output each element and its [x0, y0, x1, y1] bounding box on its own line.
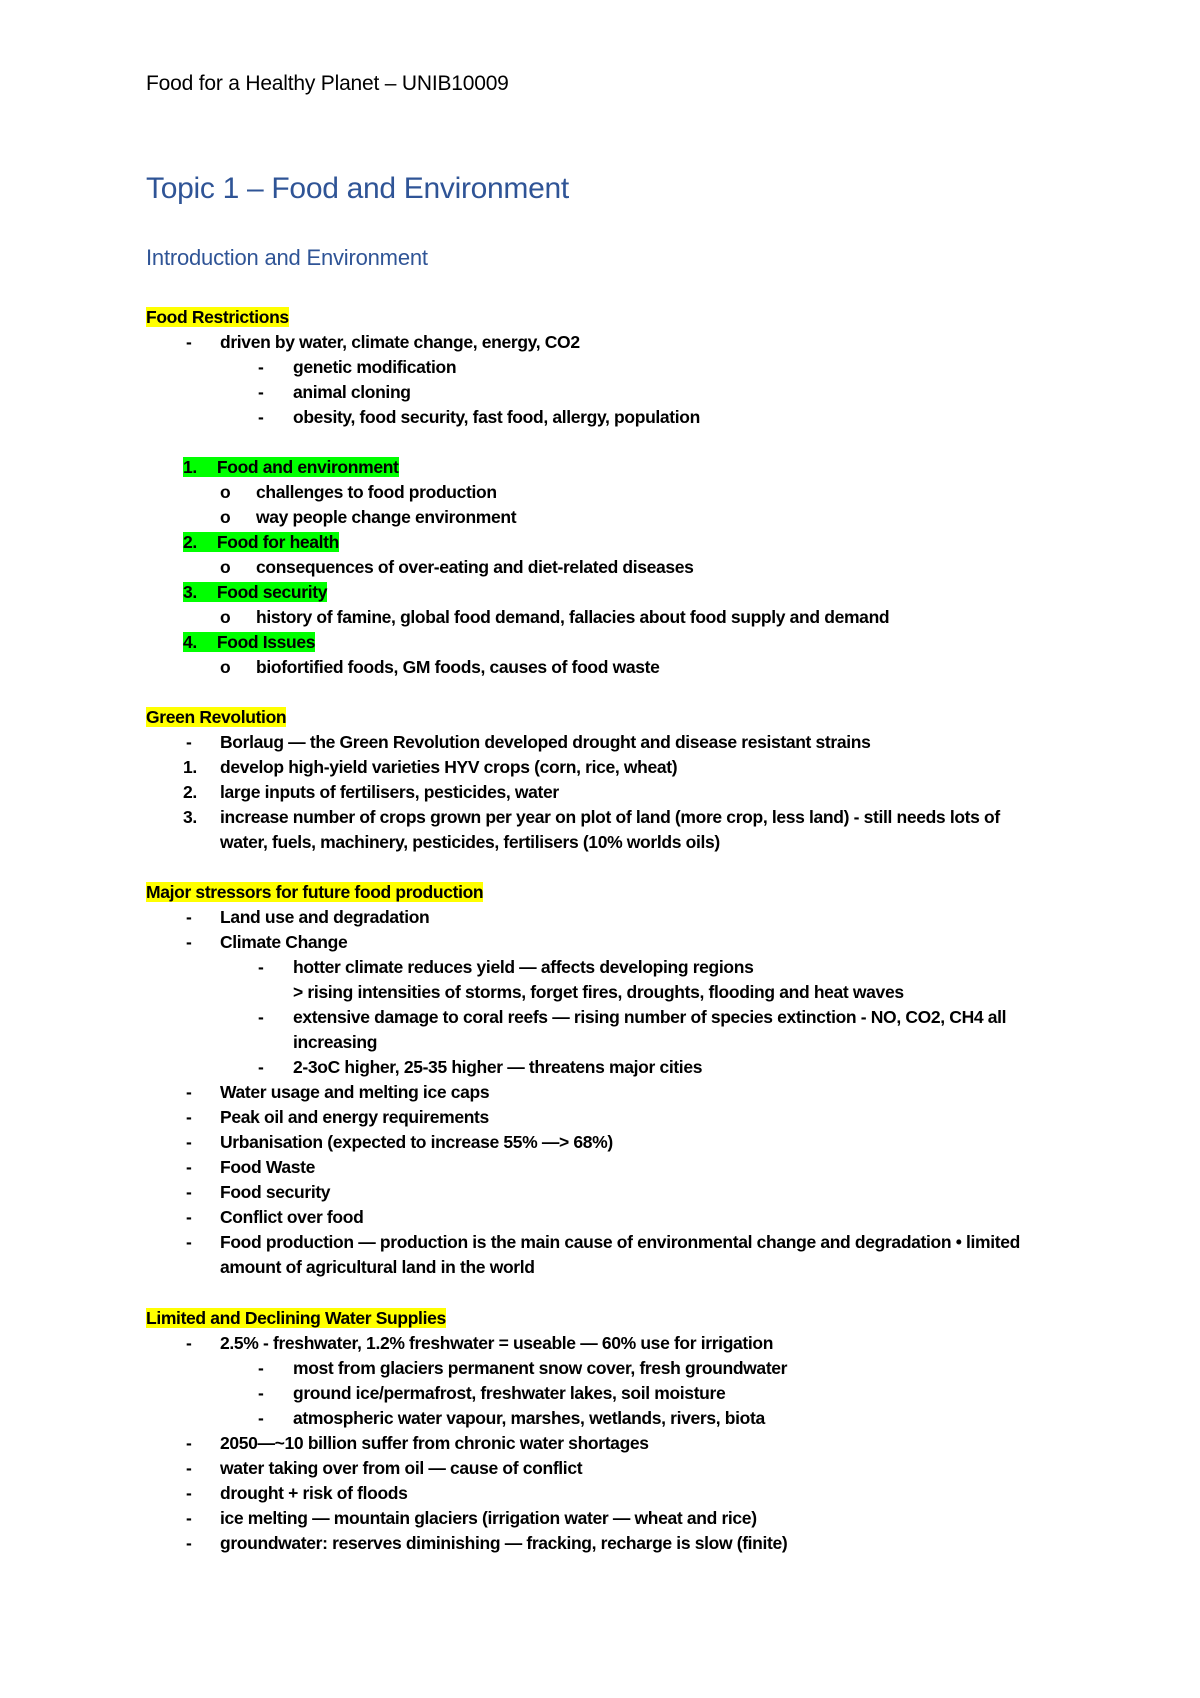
dash-marker: - — [186, 332, 192, 352]
dash-marker: - — [258, 957, 264, 977]
dash-marker: - — [186, 1508, 192, 1528]
list-item: challenges to food production — [256, 482, 497, 502]
list-item: Climate Change — [220, 932, 348, 952]
list-item: large inputs of fertilisers, pesticides, water — [220, 782, 559, 802]
dash-marker: - — [186, 1082, 192, 1102]
list-item: drought + risk of floods — [220, 1483, 408, 1503]
dash-marker: - — [186, 1458, 192, 1478]
list-item: extensive damage to coral reefs — rising number of species extinction - NO, CO2, CH4 all — [293, 1007, 1007, 1027]
circle-marker: o — [220, 482, 231, 502]
dash-marker: - — [258, 357, 264, 377]
topic-title: Topic 1 – Food and Environment — [146, 172, 569, 205]
list-item: animal cloning — [293, 382, 411, 402]
circle-marker: o — [220, 607, 231, 627]
list-item: history of famine, global food demand, fallacies about food supply and demand — [256, 607, 890, 627]
stressors-heading: Major stressors for future food production — [146, 882, 484, 902]
list-item: Food production — production is the main cause of environmental change and degradation • limited — [220, 1232, 1020, 1252]
list-item: ice melting — mountain glaciers (irrigation water — wheat and rice) — [220, 1508, 757, 1528]
list-number: 1. — [183, 757, 197, 777]
dash-marker: - — [186, 1182, 192, 1202]
numbered-topic-2: 2. Food for health — [183, 532, 340, 552]
list-item: 2.5% - freshwater, 1.2% freshwater = useable — 60% use for irrigation — [220, 1333, 774, 1353]
water-supplies-heading: Limited and Declining Water Supplies — [146, 1308, 446, 1328]
dash-marker: - — [258, 407, 264, 427]
dash-marker: - — [186, 1433, 192, 1453]
numbered-topic-3: 3. Food security — [183, 582, 328, 602]
dash-marker: - — [186, 1333, 192, 1353]
list-item: water taking over from oil — cause of conflict — [220, 1458, 583, 1478]
list-item: 2-3oC higher, 25-35 higher — threatens major cities — [293, 1057, 703, 1077]
list-item-continuation: > rising intensities of storms, forget fires, droughts, flooding and heat waves — [293, 982, 904, 1002]
list-number: 2. — [183, 782, 197, 802]
dash-marker: - — [186, 1107, 192, 1127]
list-item-continuation: increasing — [293, 1032, 378, 1052]
list-item: Peak oil and energy requirements — [220, 1107, 489, 1127]
dash-marker: - — [186, 732, 192, 752]
list-item: groundwater: reserves diminishing — fracking, recharge is slow (finite) — [220, 1533, 788, 1553]
list-item: driven by water, climate change, energy, CO2 — [220, 332, 580, 352]
list-item: Food Waste — [220, 1157, 316, 1177]
list-item: Land use and degradation — [220, 907, 430, 927]
list-item: ground ice/permafrost, freshwater lakes, soil moisture — [293, 1383, 726, 1403]
list-item: Borlaug — the Green Revolution developed drought and disease resistant strains — [220, 732, 871, 752]
dash-marker: - — [186, 1533, 192, 1553]
numbered-topic-1: 1. Food and environment — [183, 457, 399, 477]
section-title: Introduction and Environment — [146, 245, 428, 270]
food-restrictions-heading: Food Restrictions — [146, 307, 289, 327]
list-item: Conflict over food — [220, 1207, 364, 1227]
dash-marker: - — [186, 932, 192, 952]
numbered-topic-4: 4. Food Issues — [183, 632, 316, 652]
dash-marker: - — [186, 1232, 192, 1252]
dash-marker: - — [186, 1207, 192, 1227]
dash-marker: - — [186, 907, 192, 927]
circle-marker: o — [220, 557, 231, 577]
list-item: biofortified foods, GM foods, causes of food waste — [256, 657, 660, 677]
list-item: atmospheric water vapour, marshes, wetlands, rivers, biota — [293, 1408, 765, 1428]
list-item: Water usage and melting ice caps — [220, 1082, 490, 1102]
list-item-continuation: water, fuels, machinery, pesticides, fertilisers (10% worlds oils) — [220, 832, 720, 852]
dash-marker: - — [186, 1157, 192, 1177]
list-item: consequences of over-eating and diet-related diseases — [256, 557, 694, 577]
dash-marker: - — [186, 1132, 192, 1152]
list-item: obesity, food security, fast food, allergy, population — [293, 407, 700, 427]
list-item: genetic modification — [293, 357, 457, 377]
list-item-continuation: amount of agricultural land in the world — [220, 1257, 535, 1277]
dash-marker: - — [186, 1483, 192, 1503]
list-item: develop high-yield varieties HYV crops (corn, rice, wheat) — [220, 757, 678, 777]
page-header: Food for a Healthy Planet – UNIB10009 — [146, 72, 509, 95]
dash-marker: - — [258, 1383, 264, 1403]
list-item: Food security — [220, 1182, 331, 1202]
list-item: hotter climate reduces yield — affects developing regions — [293, 957, 754, 977]
circle-marker: o — [220, 507, 231, 527]
list-item: most from glaciers permanent snow cover, fresh groundwater — [293, 1358, 788, 1378]
dash-marker: - — [258, 1408, 264, 1428]
list-item: increase number of crops grown per year on plot of land (more crop, less land) - still needs lots of — [220, 807, 1000, 827]
list-item: Urbanisation (expected to increase 55% —> 68%) — [220, 1132, 613, 1152]
green-revolution-heading: Green Revolution — [146, 707, 287, 727]
list-number: 3. — [183, 807, 197, 827]
dash-marker: - — [258, 1358, 264, 1378]
dash-marker: - — [258, 1057, 264, 1077]
dash-marker: - — [258, 1007, 264, 1027]
dash-marker: - — [258, 382, 264, 402]
circle-marker: o — [220, 657, 231, 677]
list-item: 2050—~10 billion suffer from chronic water shortages — [220, 1433, 649, 1453]
list-item: way people change environment — [256, 507, 517, 527]
